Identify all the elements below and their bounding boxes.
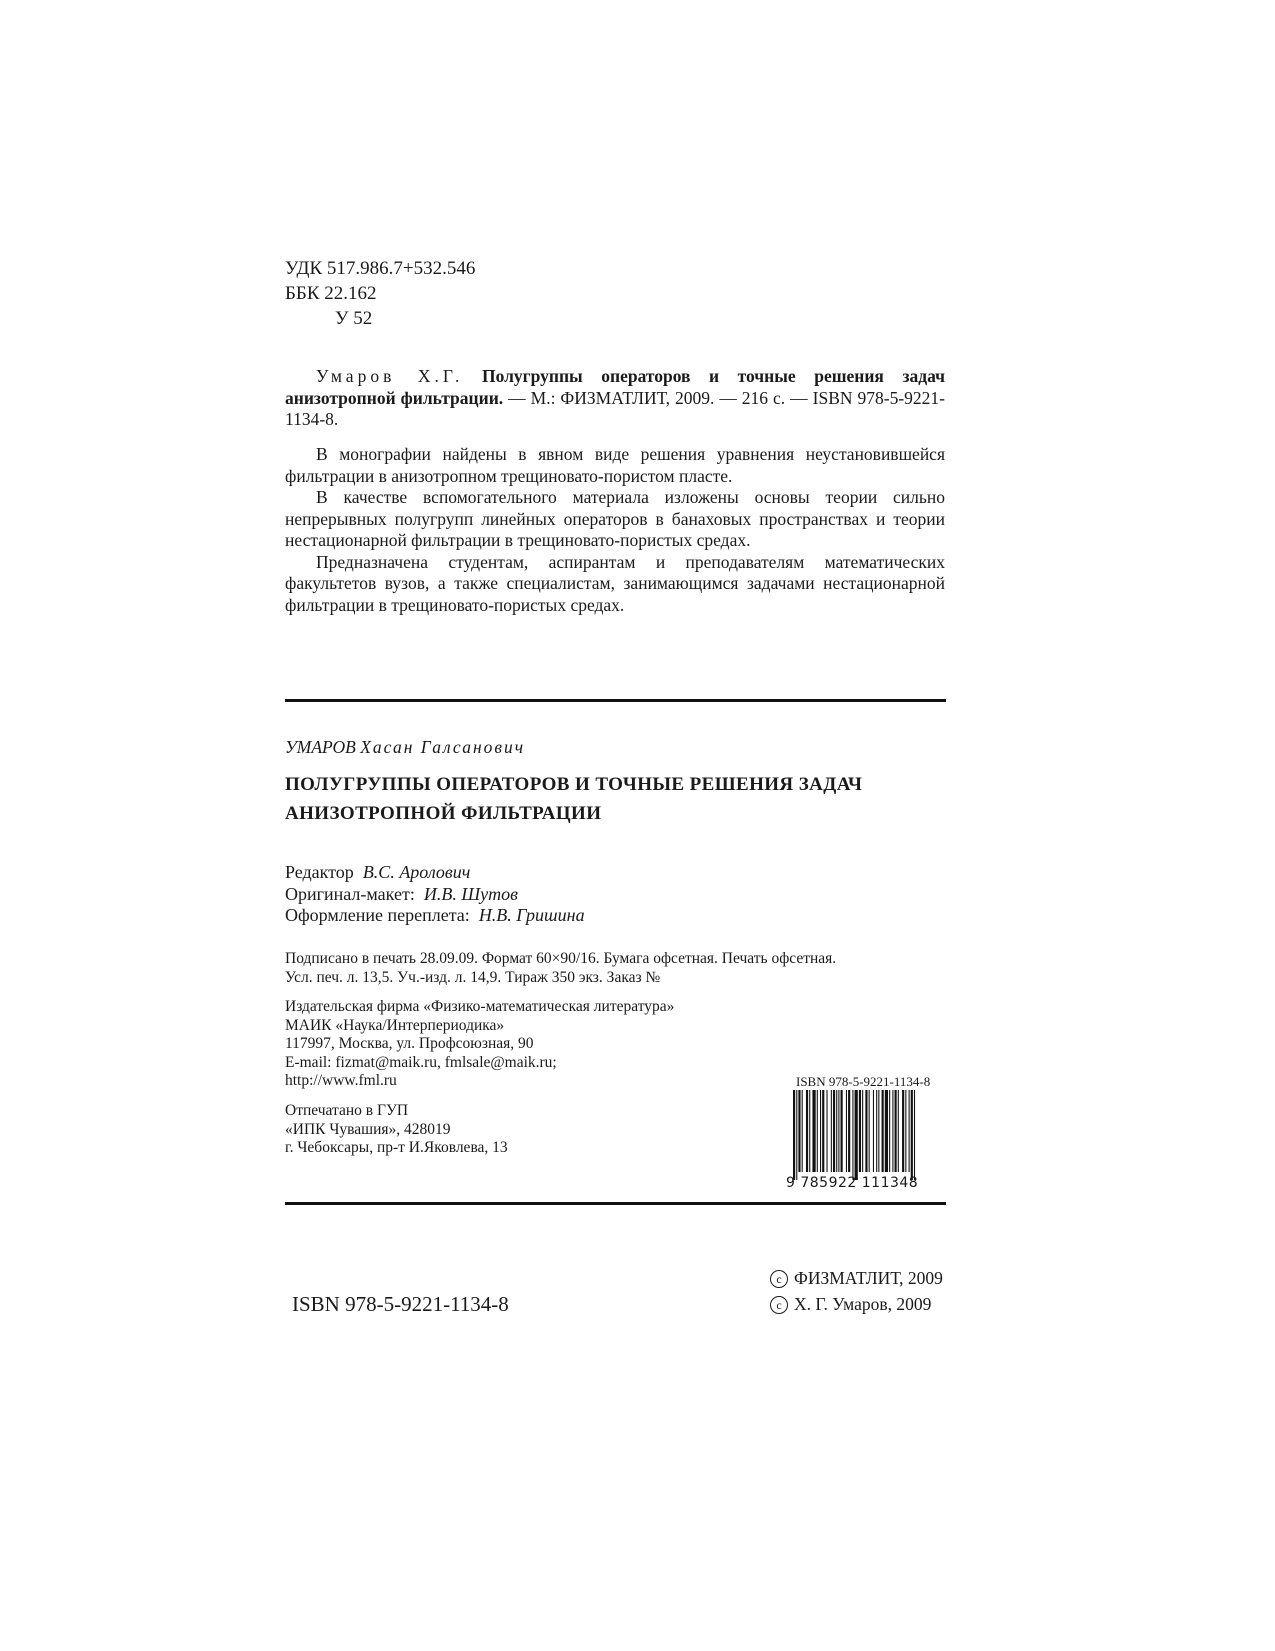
barcode-bar [817, 1090, 818, 1172]
barcode-bar [852, 1090, 853, 1180]
barcode-bar [914, 1090, 915, 1180]
staff-name: И.В. Шутов [423, 883, 518, 904]
staff-role: Оформление переплета: [285, 905, 470, 925]
author-given-name: Хасан Галсанович [360, 737, 526, 757]
biblio-title: Полугруппы операторов и точные решения задач анизотропной фильтрации. [285, 366, 945, 408]
barcode-bar [895, 1090, 897, 1172]
classification-block [285, 256, 475, 331]
print-info-line: Усл. печ. л. 13,5. Уч.-изд. л. 14,9. Тираж 350 экз. Заказ № [285, 968, 661, 986]
barcode-bar [911, 1090, 913, 1180]
barcode-bar [822, 1090, 824, 1172]
udk-code: УДК 517.986.7+532.546 [285, 258, 476, 279]
printer-line: «ИПК Чувашия», 428019 [285, 1120, 451, 1138]
barcode-bar [798, 1090, 800, 1172]
barcode-bar [838, 1090, 839, 1172]
barcode-bar [833, 1090, 835, 1172]
barcode-bar [846, 1090, 847, 1172]
print-info [285, 950, 836, 987]
barcode-bar [806, 1090, 808, 1172]
staff-role: Оригинал-макет: [285, 883, 415, 904]
publisher-line: МАИК «Наука/Интерпериодика» [285, 1016, 505, 1034]
imprint-title [285, 770, 945, 828]
barcode-bar [793, 1090, 795, 1180]
publisher-line: Издательская фирма «Физико-математическая литература» [285, 998, 675, 1015]
abstract-paragraph: В качестве вспомогательного материала изложены основы теории сильно непрерывных полугрупп линейных операторов в банаховых пространствах и теории нестационарной фильтрации в трещиновато-пористых средах. [285, 487, 945, 550]
divider-bottom [285, 1202, 946, 1205]
barcode-bar [796, 1090, 797, 1180]
biblio-author: Умаров Х.Г. [316, 366, 464, 386]
printer-line: г. Чебоксары, пр-т И.Яковлева, 13 [285, 1139, 508, 1156]
staff-list [285, 862, 585, 927]
abstract [285, 444, 945, 616]
copyright-publisher [770, 1268, 943, 1289]
abstract-paragraph: В монографии найдены в явном виде решения уравнения неустановившейся фильтрации в анизотропном трещиновато-пористом пласте. [285, 444, 945, 486]
bbk-code: ББК 22.162 [285, 283, 377, 304]
copyright-text: ФИЗМАТЛИТ, 2009 [794, 1268, 943, 1288]
barcode-bar [885, 1090, 888, 1172]
printer-info [285, 1102, 508, 1158]
abstract-paragraph: Предназначена студентам, аспирантам и преподавателям математических факультетов вузов, а также специалистам, занимающимся задачами нестационарной фильтрации в трещиновато-пористых средах. [285, 551, 945, 615]
copyright-icon: c [770, 1296, 788, 1314]
barcode-bar [862, 1090, 863, 1172]
barcode-bar [841, 1090, 843, 1172]
copyright-author [770, 1294, 931, 1315]
barcode-bar [873, 1090, 874, 1172]
barcode-isbn: ISBN 978-5-9221-1134-8 [796, 1074, 931, 1089]
staff-editor [285, 862, 585, 884]
barcode-bar [836, 1090, 837, 1172]
publisher-line: E-mail: fizmat@maik.ru, fmlsale@maik.ru; [285, 1053, 557, 1071]
barcode-image [792, 1090, 946, 1180]
author-mark: У 52 [335, 308, 373, 329]
barcode-bar [848, 1090, 850, 1172]
barcode-bar [902, 1090, 904, 1172]
barcode-bar [859, 1090, 861, 1172]
barcode-bar [898, 1090, 899, 1172]
barcode-bar [812, 1090, 815, 1172]
barcode-bar [889, 1090, 890, 1172]
publisher-line: http://www.fml.ru [285, 1072, 397, 1089]
bibliographic-record [285, 366, 945, 431]
biblio-publication: — М.: ФИЗМАТЛИТ, 2009. — 216 с. — ISBN 978-5-9221-1134-8. [285, 387, 946, 429]
staff-name: В.С. Аролович [362, 862, 471, 882]
publisher-line: 117997, Москва, ул. Профсоюзная, 90 [285, 1035, 534, 1052]
barcode-bar [869, 1090, 870, 1172]
printer-line: Отпечатано в ГУП [285, 1102, 409, 1119]
copyright-text: Х. Г. Умаров, 2009 [794, 1294, 932, 1314]
publisher-info [285, 998, 674, 1091]
staff-layout [285, 884, 585, 906]
divider-top [285, 699, 946, 702]
barcode-bar [802, 1090, 803, 1172]
barcode-bar [820, 1090, 821, 1172]
barcode-bar [855, 1090, 858, 1180]
imprint-title-line: АНИЗОТРОПНОЙ ФИЛЬТРАЦИИ [285, 803, 602, 824]
barcode-bar [892, 1090, 893, 1172]
barcode-bar [831, 1090, 832, 1172]
staff-name: Н.В. Гришина [478, 905, 585, 925]
barcode-bar [905, 1090, 906, 1172]
footer-isbn: ISBN 978-5-9221-1134-8 [292, 1292, 509, 1316]
barcode-number: 9 785922 111348 [786, 1175, 919, 1191]
staff-role: Редактор [285, 862, 354, 882]
staff-cover [285, 905, 585, 927]
copyright-icon: c [770, 1270, 788, 1288]
barcode-bar [878, 1090, 879, 1172]
imprint-author [285, 737, 525, 758]
barcode-bar [909, 1090, 910, 1172]
author-surname: УМАРОВ [285, 737, 356, 757]
barcode-bar [826, 1090, 827, 1172]
barcode-bar [876, 1090, 877, 1172]
print-info-line: Подписано в печать 28.09.09. Формат 60×90/16. Бумага офсетная. Печать офсетная. [285, 950, 837, 967]
barcode-bar [809, 1090, 810, 1172]
imprint-title-line: ПОЛУГРУППЫ ОПЕРАТОРОВ И ТОЧНЫЕ РЕШЕНИЯ ЗАДАЧ [285, 774, 863, 795]
barcode-bar [882, 1090, 884, 1172]
barcode-bar [865, 1090, 867, 1172]
